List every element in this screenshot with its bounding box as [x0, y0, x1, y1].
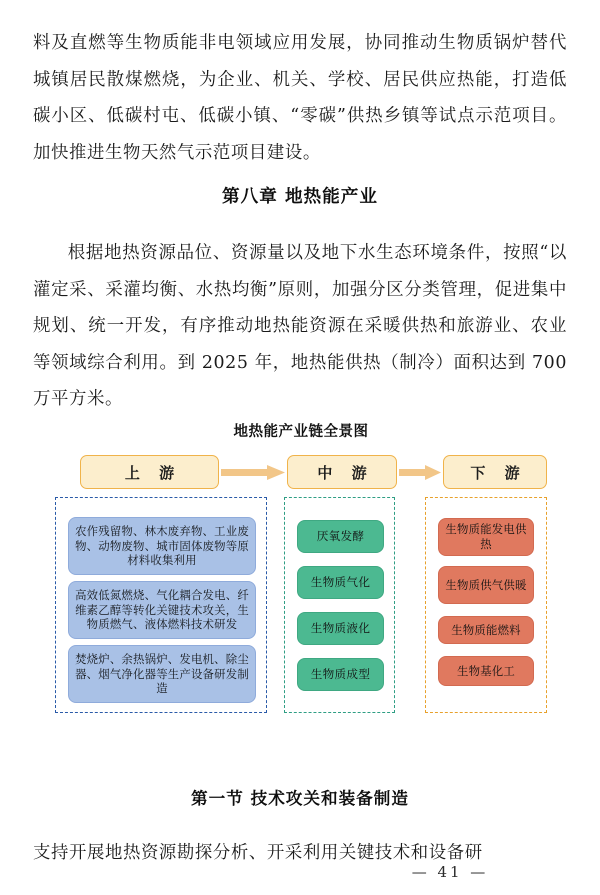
paragraph-geothermal-overview: 根据地热资源品位、资源量以及地下水生态环境条件，按照“以灌定采、采灌均衡、水热均衡”原则，加强分区分类管理，促进集中规划、统一开发，有序推动地热能资源在采暖供热和旅游业、农业等领域综合利用。到 2025 年，地热能供热（制冷）面积达到 700 万平方米。: [33, 243, 567, 410]
upstream-group: [55, 497, 267, 713]
paragraph-section-body: 支持开展地热资源勘探分析、开采利用关键技术和设备研: [33, 843, 483, 864]
stage-header-downstream: 下 游: [443, 455, 547, 489]
downstream-card-gas-heating: 生物质供气供暖: [438, 566, 534, 604]
upstream-card-equipment: 焚烧炉、余热锅炉、发电机、除尘器、烟气净化器等生产设备研发制造: [68, 645, 256, 703]
midstream-card-liquefaction: 生物质液化: [297, 612, 384, 645]
stage-header-midstream: 中 游: [287, 455, 397, 489]
upstream-card-key-technologies: 高效低氮燃烧、气化耦合发电、纤维素乙醇等转化关键技术攻关，生物质燃气、液体燃料技术研发: [68, 581, 256, 639]
downstream-card-power-heat: 生物质能发电供热: [438, 518, 534, 556]
arrow-midstream-to-downstream-icon: [399, 465, 441, 480]
chapter-heading: 第八章 地热能产业: [222, 186, 378, 207]
industry-chain-figure: [55, 420, 547, 720]
section-heading: 第一节 技术攻关和装备制造: [191, 788, 409, 808]
midstream-group: [284, 497, 395, 713]
paragraph-continued: 料及直燃等生物质能非电领域应用发展，协同推动生物质锅炉替代城镇居民散煤燃烧，为企业、机关、学校、居民供应热能，打造低碳小区、低碳村屯、低碳小镇、“零碳”供热乡镇等试点示范项目。加快推进生物天然气示范项目建设。: [33, 33, 567, 163]
downstream-card-fuel: 生物质能燃料: [438, 616, 534, 644]
midstream-card-gasification: 生物质气化: [297, 566, 384, 599]
midstream-card-anaerobic-fermentation: 厌氧发酵: [297, 520, 384, 553]
page-number: — 41 —: [411, 863, 489, 881]
midstream-card-densification: 生物质成型: [297, 658, 384, 691]
downstream-card-biochemicals: 生物基化工: [438, 656, 534, 686]
upstream-card-raw-materials: 农作残留物、林木废弃物、工业废物、动物废物、城市固体废物等原材料收集利用: [68, 517, 256, 575]
downstream-group: [425, 497, 547, 713]
figure-title: 地热能产业链全景图: [233, 424, 369, 440]
industry-chain-diagram: [55, 455, 547, 713]
stage-header-row: [55, 455, 547, 489]
arrow-upstream-to-midstream-icon: [221, 465, 285, 480]
stage-header-upstream: 上 游: [80, 455, 219, 489]
